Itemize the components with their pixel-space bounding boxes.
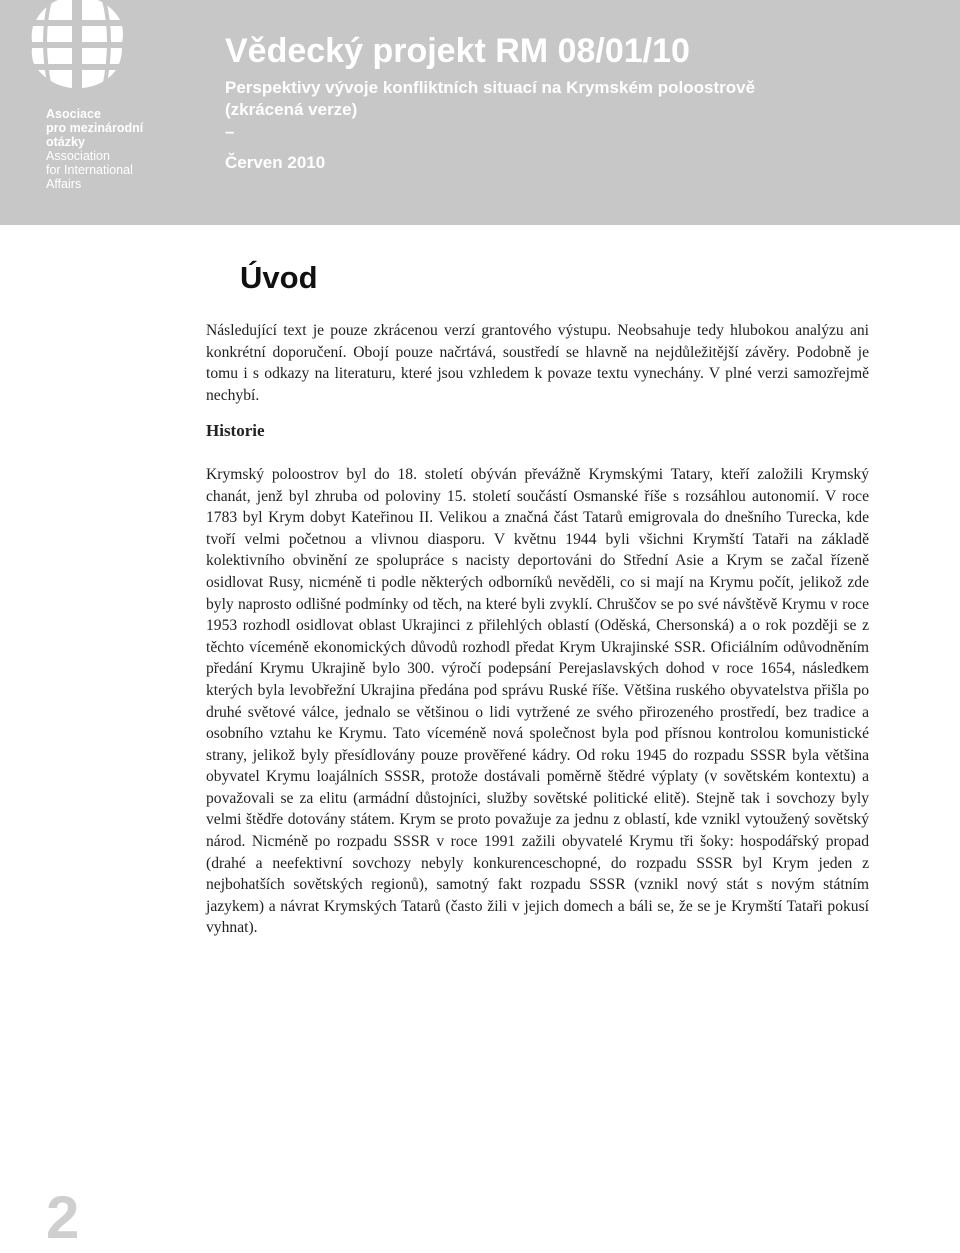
intro-paragraph: Následující text je pouze zkrácenou verzí grantového výstupu. Neobsahuje tedy hlubokou analýzu ani konkrétní doporučení. Obojí pouze načrtává, soustředí se hlavně na nejdůležitější závěry. Podobně je tomu i s odkazy na literaturu, které jsou vzhledem k povaze textu vynechány. V plné verzi samozřejmě nechybí.: [206, 322, 869, 404]
org-name-line: otázky: [46, 135, 85, 149]
org-name-en-line: Association: [46, 149, 110, 163]
history-paragraph: Krymský poloostrov byl do 18. století obýván převážně Krymskými Tatary, kteří založili Krymský chanát, jenž byl zhruba od poloviny 15. století součástí Osmanské říše s rozsáhlou autonomií. V roce 1783 byl Krym dobyt Kateřinou II. Velikou a značná část Tatarů emigrovala do dnešního Turecka, kde tvoří velmi početnou a vlivnou diasporu. V květnu 1944 byli všichni Krymští Tataři na základě kolektivního obvinění ze spolupráce s nacisty deportováni do Střední Asie a Krym se začal řízeně osidlovat Rusy, nicméně ti podle některých odborníků nevěděli, co si mají na Krymu počít, jelikož zde byly naprosto odlišné podmínky od těch, na které byli zvyklí. Chruščov se po své návštěvě Krymu v roce 1953 rozhodl osidlovat oblast Ukrajinci z přilehlých oblastí (Oděská, Chersonská) a o rok později se z těchto víceméně ekonomických důvodů rozhodl předat Krym Ukrajinské SSR. Oficiálním odůvodněním předání Krymu Ukrajině bylo 300. výročí podepsání Perejaslavských dohod v roce 1654, následkem kterých byla levobřežní Ukrajina předána pod správu Ruské říše. Většina ruského obyvatelstva přišla po druhé světové válce, jednalo se většinou o lidi vytržené ze svého přirozeného prostředí, bez tradice a osobního vztahu ke Krymu. Tato víceméně nová společnost byla pod přísnou kontrolou komunistické strany, jelikož byly přesídlovány pouze prověřené kádry. Od roku 1945 do rozpadu SSSR byla většina obyvatel Krymu loajálních SSSR, protože dostávali poměrně štědré výplaty (v sovětském kontextu) a považovali se za elitu (armádní důstojníci, služby sovětské politické elitě). Stejně tak i sovchozy byly velmi štědře dotovány státem. Krym se proto považuje za jednu z oblastí, kde vznikl vytoužený sovětský národ. Nicméně po rozpadu SSSR v roce 1991 zažili obyvatelé Krymu tři šoky: hospodářský propad (drahé a neefektivní sovchozy nebyly konkurenceschopné, do rozpadu SSSR byl Krym jeden z nejbohatších sovětských regionů), samotný fakt rozpadu SSSR (vznikl nový stát s novým státním jazykem) a návrat Krymských Tatarů (často žili v jejich domech a báli se, že se je Krymští Tataři pokusí vyhnat).: [206, 465, 869, 937]
globe-cross-logo-icon: [22, 0, 132, 98]
subheading-history: Historie: [206, 421, 265, 441]
org-name-en-line: for International: [46, 163, 133, 177]
document-subtitle: [225, 77, 925, 174]
header-band: [0, 0, 960, 225]
subtitle-line: Perspektivy vývoje konfliktních situací na Krymském poloostrově: [225, 78, 756, 97]
org-name-line: Asociace: [46, 107, 101, 121]
section-title: Úvod: [240, 260, 318, 295]
document-title: Vědecký projekt RM 08/01/10: [225, 32, 690, 70]
subtitle-dash: –: [225, 122, 235, 141]
org-name-line: pro mezinárodní: [46, 121, 144, 135]
page-number: 2: [46, 1184, 80, 1251]
org-name-en-line: Affairs: [46, 177, 82, 191]
document-date: Červen 2010: [225, 153, 326, 172]
organization-name: [46, 107, 143, 191]
document-body: [206, 320, 869, 939]
subtitle-line: (zkrácená verze): [225, 100, 358, 119]
